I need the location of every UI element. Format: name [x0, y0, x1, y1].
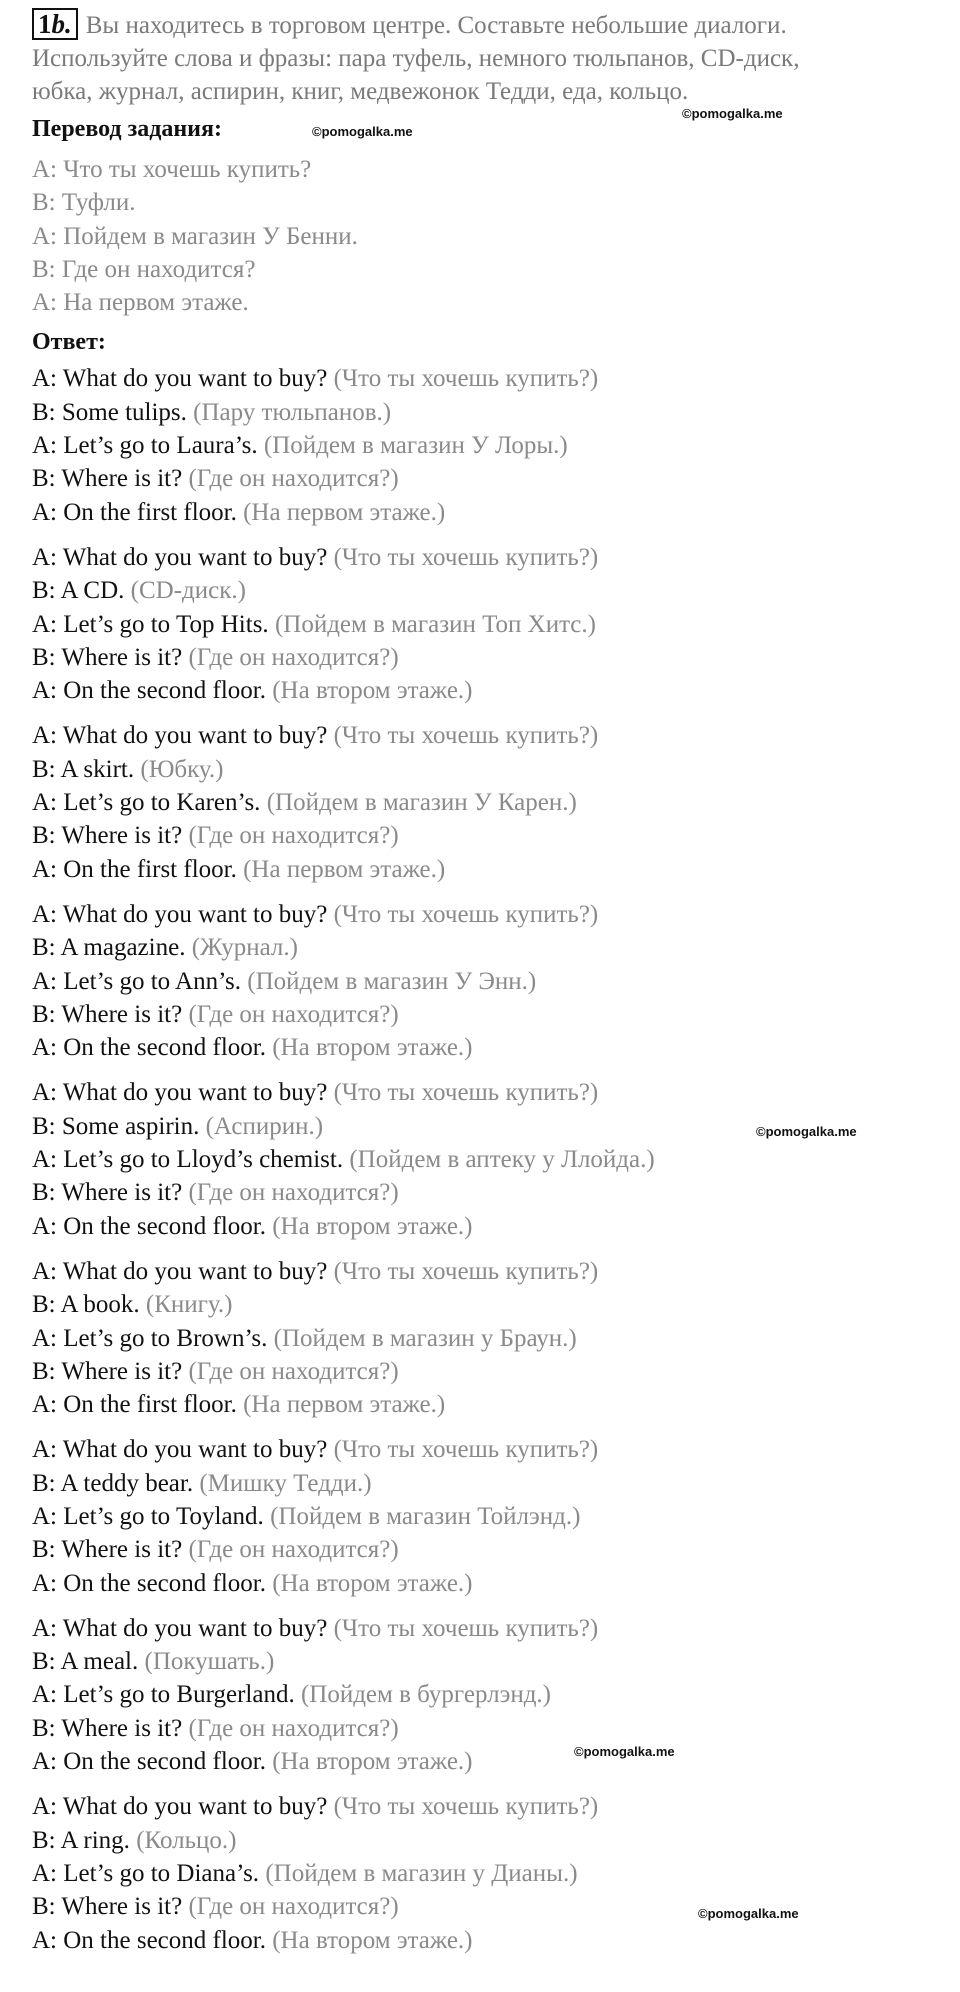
task-text-line: юбка, журнал, аспирин, книг, медвежонок Тедди, еда, кольцо.	[32, 78, 689, 105]
dialog-line-english: A: What do you want to buy?	[32, 1257, 328, 1285]
dialog-line-english: A: On the first floor.	[32, 855, 237, 883]
dialog-line-russian: (Что ты хочешь купить?)	[333, 722, 599, 750]
dialog-line-english: B: Some aspirin.	[32, 1112, 200, 1140]
task-statement	[32, 8, 932, 108]
dialog-line-english: A: What do you want to buy?	[32, 1436, 328, 1464]
dialog-block	[32, 898, 932, 1064]
dialog-line	[32, 1076, 932, 1109]
dialog-block	[32, 1255, 932, 1421]
dialog-line-russian: (Кольцо.)	[136, 1826, 237, 1854]
dialog-line	[32, 965, 932, 998]
dialog-line	[32, 853, 932, 886]
dialog-line	[32, 1388, 932, 1421]
dialog-line-russian: (Пойдем в магазин у Браун.)	[273, 1324, 577, 1352]
dialog-line-english: A: On the second floor.	[32, 1034, 266, 1062]
dialog-line-russian: (Пойдем в магазин У Лоры.)	[263, 432, 568, 460]
dialog-line-russian: (Мишку Тедди.)	[199, 1469, 372, 1497]
dialog-line-english: A: On the first floor.	[32, 1391, 237, 1419]
dialog-line-english: A: Let’s go to Ann’s.	[32, 967, 242, 995]
dialog-line-russian: (На первом этаже.)	[243, 855, 446, 883]
dialog-line	[32, 1467, 932, 1500]
dialog-line-russian: (Где он находится?)	[188, 1179, 399, 1207]
task-number-digit: 1	[38, 9, 52, 39]
dialog-line	[32, 541, 932, 574]
dialog-line-russian: (Где он находится?)	[188, 643, 399, 671]
watermark: ©pomogalka.me	[312, 124, 413, 139]
dialog-line-english: B: Where is it?	[32, 1714, 183, 1742]
dialog-line	[32, 608, 932, 641]
dialog-line	[32, 674, 932, 707]
dialog-line-russian: (Что ты хочешь купить?)	[333, 1436, 599, 1464]
dialog-line-english: B: Where is it?	[32, 643, 183, 671]
dialog-line-english: A: On the second floor.	[32, 677, 266, 705]
dialog-line-english: A: What do you want to buy?	[32, 365, 328, 393]
dialog-line-english: B: Where is it?	[32, 1179, 183, 1207]
dialog-line-russian: (Где он находится?)	[188, 1357, 399, 1385]
dialog-line-english: B: A skirt.	[32, 755, 135, 783]
dialog-line-english: B: Where is it?	[32, 1893, 183, 1921]
watermark: ©pomogalka.me	[574, 1744, 675, 1759]
dialog-line	[32, 931, 932, 964]
dialog-line-english: B: A magazine.	[32, 934, 186, 962]
dialog-line	[32, 1612, 932, 1645]
dialog-line-russian: (Где он находится?)	[188, 1714, 399, 1742]
translation-line: B: Где он находится?	[32, 255, 256, 283]
dialog-line-english: B: Where is it?	[32, 822, 183, 850]
translation-line: A: Что ты хочешь купить?	[32, 156, 312, 183]
dialog-line-russian: (Что ты хочешь купить?)	[333, 1614, 599, 1642]
dialog-line	[32, 496, 932, 529]
dialog-block	[32, 541, 932, 707]
translation-line: A: На первом этаже.	[32, 289, 249, 317]
watermark: ©pomogalka.me	[698, 1906, 799, 1921]
dialog-line-russian: (Где он находится?)	[188, 822, 399, 850]
dialog-line-russian: (Аспирин.)	[205, 1112, 324, 1140]
dialog-line	[32, 641, 932, 674]
dialog-line-english: B: A ring.	[32, 1826, 130, 1854]
dialog-block	[32, 1076, 932, 1242]
dialog-line	[32, 753, 932, 786]
task-line	[32, 8, 932, 42]
dialog-line	[32, 1824, 932, 1857]
dialog-line-russian: (Где он находится?)	[188, 465, 399, 493]
dialog-line-russian: (Где он находится?)	[188, 1893, 399, 1921]
dialog-line-russian: (Что ты хочешь купить?)	[333, 1257, 599, 1285]
dialog-line-russian: (Пойдем в магазин У Карен.)	[266, 789, 577, 817]
dialog-line	[32, 1288, 932, 1321]
dialog-block	[32, 1612, 932, 1778]
dialog-line	[32, 462, 932, 495]
dialog-line-english: A: On the second floor.	[32, 1569, 266, 1597]
dialog-line-russian: (Где он находится?)	[188, 1536, 399, 1564]
dialog-line	[32, 819, 932, 852]
dialog-line	[32, 1645, 932, 1678]
watermark: ©pomogalka.me	[682, 106, 783, 121]
dialog-block	[32, 719, 932, 885]
dialog-line	[32, 574, 932, 607]
dialog-block	[32, 1790, 932, 1956]
dialog-line-english: B: A CD.	[32, 577, 125, 605]
dialog-line	[32, 1924, 932, 1957]
dialog-line-russian: (Юбку.)	[140, 755, 224, 783]
dialog-line	[32, 1500, 932, 1533]
dialog-line-english: A: Let’s go to Karen’s.	[32, 789, 261, 817]
dialog-line-russian: (На первом этаже.)	[243, 498, 446, 526]
dialog-line-russian: (Что ты хочешь купить?)	[333, 900, 599, 928]
dialog-line-english: A: On the second floor.	[32, 1926, 266, 1954]
task-number	[32, 8, 78, 40]
dialog-line-russian: (На первом этаже.)	[243, 1391, 446, 1419]
dialog-line	[32, 1355, 932, 1388]
dialog-line-english: A: Let’s go to Toyland.	[32, 1502, 264, 1530]
dialog-line-russian: (На втором этаже.)	[272, 677, 473, 705]
dialog-line-english: A: What do you want to buy?	[32, 1614, 328, 1642]
dialog-line	[32, 1031, 932, 1064]
dialog-line-english: A: On the second floor.	[32, 1212, 266, 1240]
dialog-line	[32, 1712, 932, 1745]
watermark: ©pomogalka.me	[756, 1124, 857, 1139]
dialog-line-english: A: Let’s go to Burgerland.	[32, 1681, 295, 1709]
dialog-line-russian: (Что ты хочешь купить?)	[333, 1793, 599, 1821]
dialog-line-english: B: A teddy bear.	[32, 1469, 194, 1497]
dialog-line	[32, 1567, 932, 1600]
dialog-line-russian: (Что ты хочешь купить?)	[333, 1079, 599, 1107]
dialog-line	[32, 429, 932, 462]
dialog-line	[32, 1857, 932, 1890]
dialog-line-english: A: Let’s go to Lloyd’s chemist.	[32, 1146, 344, 1174]
dialog-line-russian: (Пойдем в бургерлэнд.)	[300, 1681, 551, 1709]
dialog-line-russian: (Пару тюльпанов.)	[193, 398, 392, 426]
dialog-line-english: A: On the second floor.	[32, 1748, 266, 1776]
translation-line: B: Туфли.	[32, 189, 136, 217]
dialog-line-russian: (Пойдем в магазин у Дианы.)	[265, 1859, 578, 1887]
answer-dialogs	[32, 362, 932, 1956]
dialog-line-english: B: Some tulips.	[32, 398, 187, 426]
dialog-line	[32, 396, 932, 429]
dialog-line-english: B: Where is it?	[32, 1357, 183, 1385]
dialog-line-russian: (Что ты хочешь купить?)	[333, 365, 599, 393]
dialog-line-russian: (Покушать.)	[144, 1648, 275, 1676]
dialog-line-russian: (Пойдем в магазин У Энн.)	[247, 967, 537, 995]
dialog-line-russian: (Где он находится?)	[188, 1000, 399, 1028]
dialog-line-russian: (Пойдем в аптеку у Ллойда.)	[349, 1146, 655, 1174]
dialog-line-english: B: Where is it?	[32, 465, 183, 493]
dialog-line-russian: (CD-диск.)	[130, 577, 246, 605]
dialog-line	[32, 1678, 932, 1711]
dialog-line-english: A: What do you want to buy?	[32, 722, 328, 750]
dialog-line-english: B: Where is it?	[32, 1000, 183, 1028]
task-text-line: Используйте слова и фразы: пара туфель, немного тюльпанов, CD-диск,	[32, 45, 800, 72]
dialog-line-english: A: Let’s go to Laura’s.	[32, 432, 258, 460]
dialog-line-english: A: What do you want to buy?	[32, 1079, 328, 1107]
dialog-line-english: A: On the first floor.	[32, 498, 237, 526]
dialog-line	[32, 786, 932, 819]
translation-line: A: Пойдем в магазин У Бенни.	[32, 222, 358, 250]
dialog-line-english: A: Let’s go to Brown’s.	[32, 1324, 268, 1352]
translation-block	[32, 153, 932, 319]
dialog-line-english: A: Let’s go to Top Hits.	[32, 610, 269, 638]
dialog-line-russian: (На втором этаже.)	[272, 1212, 473, 1240]
dialog-line-english: B: Where is it?	[32, 1536, 183, 1564]
dialog-line-russian: (Журнал.)	[191, 934, 298, 962]
dialog-line-russian: (Пойдем в магазин Тойлэнд.)	[270, 1502, 581, 1530]
dialog-line-english: B: A book.	[32, 1291, 140, 1319]
dialog-line-russian: (На втором этаже.)	[272, 1748, 473, 1776]
task-text-line: Вы находитесь в торговом центре. Составьте небольшие диалоги.	[85, 12, 787, 39]
dialog-line	[32, 1745, 932, 1778]
page	[32, 8, 932, 1957]
dialog-line-english: B: A meal.	[32, 1648, 139, 1676]
answer-heading: Ответ:	[32, 329, 106, 356]
dialog-line-russian: (На втором этаже.)	[272, 1034, 473, 1062]
dialog-line	[32, 719, 932, 752]
dialog-block	[32, 362, 932, 528]
dialog-line-russian: (Что ты хочешь купить?)	[333, 543, 599, 571]
dialog-line	[32, 898, 932, 931]
dialog-line	[32, 1533, 932, 1566]
dialog-line-english: A: What do you want to buy?	[32, 900, 328, 928]
dialog-line	[32, 1433, 932, 1466]
dialog-block	[32, 1433, 932, 1599]
dialog-line-russian: (На втором этаже.)	[272, 1569, 473, 1597]
dialog-line	[32, 1210, 932, 1243]
task-number-letter: b.	[51, 9, 72, 39]
dialog-line-russian: (Пойдем в магазин Топ Хитс.)	[274, 610, 596, 638]
dialog-line	[32, 1143, 932, 1176]
dialog-line-english: A: What do you want to buy?	[32, 543, 328, 571]
dialog-line-russian: (На втором этаже.)	[272, 1926, 473, 1954]
dialog-line	[32, 998, 932, 1031]
dialog-line	[32, 362, 932, 395]
translation-heading: Перевод задания:	[32, 116, 222, 142]
dialog-line	[32, 1255, 932, 1288]
dialog-line-russian: (Книгу.)	[145, 1291, 233, 1319]
dialog-line	[32, 1322, 932, 1355]
dialog-line-english: A: Let’s go to Diana’s.	[32, 1859, 260, 1887]
dialog-line	[32, 1790, 932, 1823]
dialog-line	[32, 1176, 932, 1209]
dialog-line-english: A: What do you want to buy?	[32, 1793, 328, 1821]
